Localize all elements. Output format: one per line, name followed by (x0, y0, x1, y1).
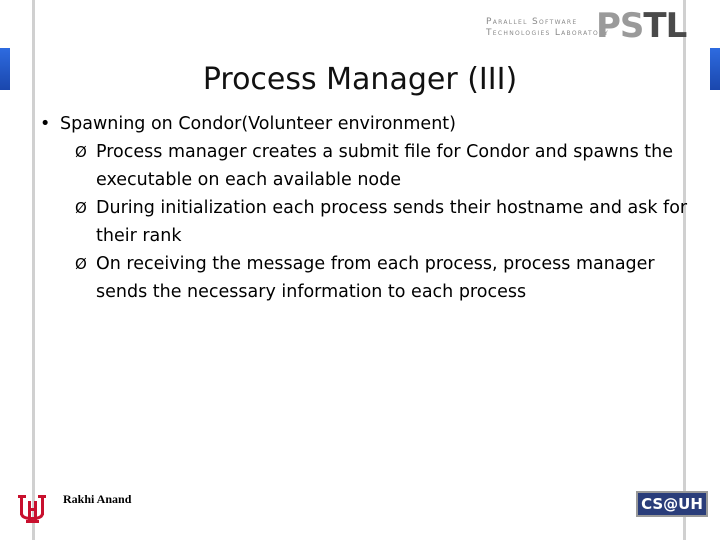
sub-bullet-text: During initialization each process sends their hostname and ask for their rank (96, 198, 688, 246)
slide-content (40, 110, 690, 306)
slide-title: Process Manager (III) (202, 62, 518, 97)
main-bullet (40, 110, 690, 138)
lab-name (486, 17, 609, 39)
sub-bullet-text: Process manager creates a submit file for Condor and spawns the executable on each available node (96, 142, 674, 190)
arrow-bullet-icon: Ø (75, 143, 87, 161)
uh-logo-icon (16, 493, 48, 525)
sub-bullet (40, 138, 690, 194)
pstl-logo (596, 6, 686, 46)
arrow-bullet-icon: Ø (75, 199, 87, 217)
author-name: Rakhi Anand (63, 492, 132, 506)
arrow-bullet-icon: Ø (75, 255, 87, 273)
lab-name-line1: Parallel Software (486, 17, 578, 27)
bullet-dot-icon: • (40, 114, 51, 134)
cs-uh-logo: CS@UH (636, 491, 708, 517)
lab-name-line2: Technologies Laboratory (486, 28, 610, 38)
sub-bullet-text: On receiving the message from each process, process manager sends the necessary information to each process (96, 254, 655, 302)
pstl-logo-dark: TL (643, 6, 687, 46)
pstl-logo-light: PS (596, 6, 644, 46)
main-bullet-text: Spawning on Condor(Volunteer environment) (60, 114, 456, 134)
sub-bullet (40, 194, 690, 250)
sub-bullet (40, 250, 690, 306)
